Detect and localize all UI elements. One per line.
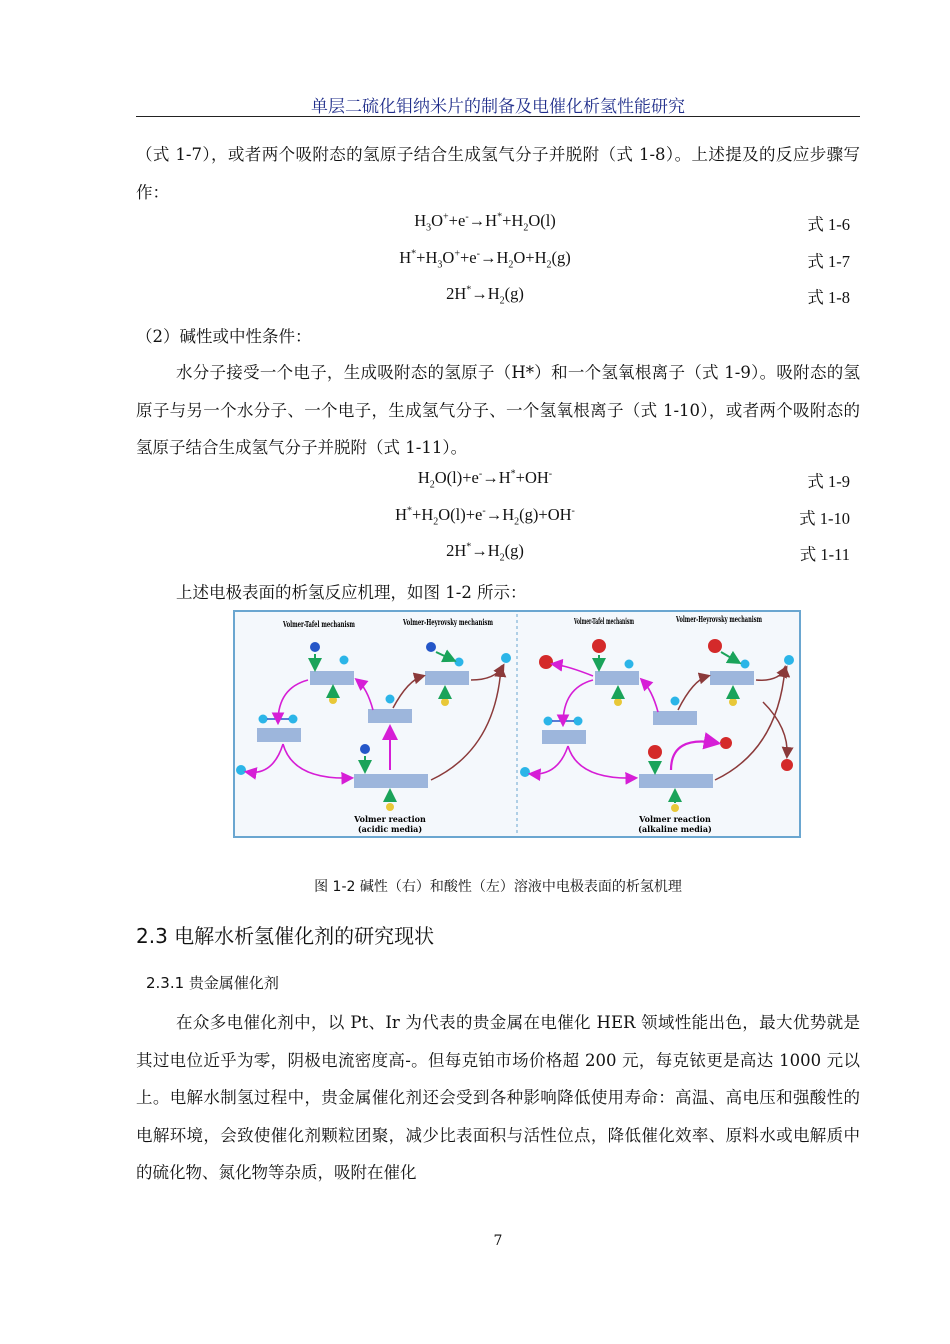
h-atom-icon — [574, 717, 583, 726]
hydroxide-icon — [781, 759, 793, 771]
right-volmer-title: Volmer reaction — [639, 814, 711, 824]
h-atom-icon — [455, 658, 464, 667]
electrode-slab — [310, 671, 354, 685]
hydroxide-icon — [539, 655, 553, 669]
electron-icon — [729, 698, 737, 706]
equation-1-9: $H_2O(l)+e^-\to H^*+OH^-$ — [417, 468, 553, 491]
equation-1-7: $H^*+H_3O^++e^-\to H_2O+H_2(g)$ — [399, 248, 571, 271]
electron-icon — [671, 804, 679, 812]
water-molecule-icon — [648, 745, 662, 759]
header-rule — [136, 116, 860, 117]
left-heyrovsky-title: Volmer-Heyrovsky mechanism — [402, 617, 494, 627]
electrode-slab — [257, 728, 301, 742]
proton-icon — [360, 744, 370, 754]
electron-icon — [329, 696, 337, 704]
equation-label: 式 1-9 — [807, 472, 850, 491]
left-media-label: (acidic media) — [357, 824, 423, 834]
h2-icon — [784, 655, 794, 665]
equation-label: 式 1-8 — [807, 288, 850, 307]
h2-icon — [520, 767, 530, 777]
paragraph-4: 在众多电催化剂中，以 Pt、Ir 为代表的贵金属在电催化 HER 领域性能出色，最大优势就是其过电位近乎为零，阴极电流密度高-。但每克铂市场价格超 200 元，每克铱更是高达 1000 元以上。电解水制氢过程中，贵金属催化剂还会受到各种影响降低使用寿命：高温、高电压和强酸性的电解环境，会致使催化剂颗粒团聚，减少比表面积与活性位点，降低催化效率、原料水或电解质中的硫化物、氮化物等杂质，吸附在催化 — [136, 1013, 860, 1182]
equation-1-10: $H^*+H_2O(l)+e^-\to H_2(g)+OH^-$ — [395, 505, 575, 528]
right-media-label: (alkaline media) — [638, 824, 712, 834]
equation-label: 式 1-10 — [799, 509, 850, 528]
right-tafel-title: Volmer-Tafel mechanism — [573, 616, 635, 626]
section-heading: 2.3 电解水析氢催化剂的研究现状 — [136, 924, 435, 948]
h-atom-icon — [289, 715, 298, 724]
h-atom-icon — [741, 660, 750, 669]
paragraph-2: 水分子接受一个电子，生成吸附态的氢原子（H*）和一个氢氧根离子（式 1-9）。吸附态的氢原子与另一个水分子、一个电子，生成氢气分子、一个氢氧根离子（式 1-10），或者两个吸附态的氢原子结合生成氢气分子并脱附（式 1-11）。 — [136, 363, 860, 457]
subsection-heading: 2.3.1 贵金属催化剂 — [146, 974, 279, 992]
h-atom-icon — [544, 717, 553, 726]
electron-icon — [441, 698, 449, 706]
proton-icon — [310, 642, 320, 652]
electrode-slab — [639, 774, 713, 788]
h-atom-icon — [259, 715, 268, 724]
water-molecule-icon — [708, 639, 722, 653]
h-atom-icon — [340, 656, 349, 665]
proton-icon — [426, 642, 436, 652]
electrode-slab — [653, 711, 697, 725]
page-number: 7 — [493, 1233, 503, 1249]
electrode-slab — [542, 730, 586, 744]
alkaline-condition-title: （2）碱性或中性条件： — [136, 327, 312, 346]
electrode-slab — [595, 671, 639, 685]
left-volmer-title: Volmer reaction — [354, 814, 426, 824]
h2-icon — [236, 765, 246, 775]
equation-1-8: $2H^*\to H_2(g)$ — [446, 284, 524, 307]
equation-1-11: $2H^*\to H_2(g)$ — [446, 541, 524, 564]
water-molecule-icon — [592, 639, 606, 653]
her-mechanism-figure — [233, 610, 801, 838]
paragraph-1: （式 1-7），或者两个吸附态的氢原子结合生成氢气分子并脱附（式 1-8）。上述提及的反应步骤写作： — [136, 145, 860, 202]
h-atom-icon — [671, 697, 680, 706]
running-header: 单层二硫化钼纳米片的制备及电催化析氢性能研究 — [311, 97, 685, 117]
h2-icon — [501, 653, 511, 663]
equation-label: 式 1-11 — [799, 545, 850, 564]
left-tafel-title: Volmer-Tafel mechanism — [282, 619, 356, 629]
electron-icon — [386, 803, 394, 811]
equation-1-6: $H_3O^++e^-\to H^*+H_2O(l)$ — [414, 211, 556, 234]
paragraph-3: 上述电极表面的析氢反应机理，如图 1-2 所示： — [176, 583, 527, 602]
equation-label: 式 1-6 — [807, 215, 850, 234]
right-heyrovsky-title: Volmer-Heyrovsky mechanism — [675, 614, 763, 624]
h-atom-icon — [386, 695, 395, 704]
electrode-slab — [354, 774, 428, 788]
h-atom-icon — [625, 660, 634, 669]
electron-icon — [614, 698, 622, 706]
electrode-slab — [368, 709, 412, 723]
electrode-slab — [710, 671, 754, 685]
figure-caption: 图 1-2 碱性（右）和酸性（左）溶液中电极表面的析氢机理 — [314, 879, 682, 895]
electrode-slab — [425, 671, 469, 685]
equation-label: 式 1-7 — [807, 252, 850, 271]
hydroxide-icon — [720, 737, 732, 749]
